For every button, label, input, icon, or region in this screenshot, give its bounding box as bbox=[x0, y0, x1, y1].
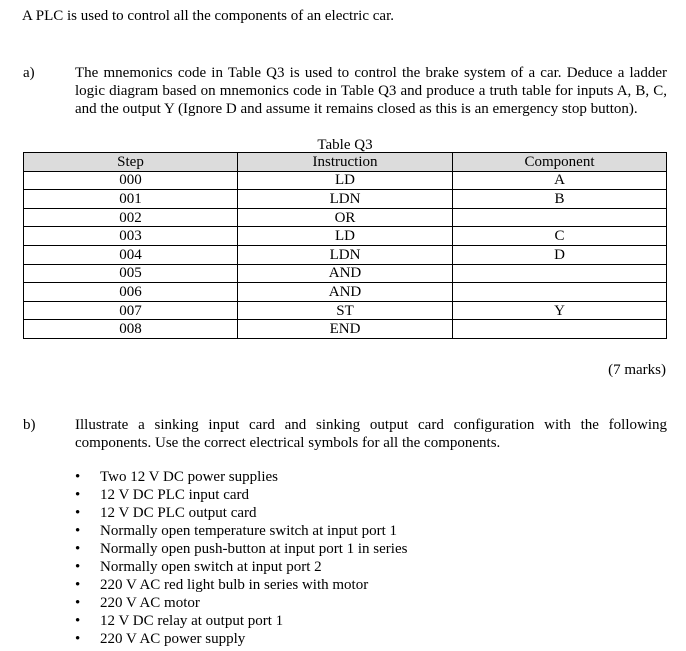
table-row bbox=[24, 171, 667, 190]
cell-component: A bbox=[453, 171, 667, 190]
list-item bbox=[75, 540, 407, 558]
bullet-icon: • bbox=[75, 577, 81, 593]
bullet-icon: • bbox=[75, 487, 81, 503]
bullet-icon: • bbox=[75, 469, 81, 485]
cell-component bbox=[453, 264, 667, 283]
bullet-icon: • bbox=[75, 505, 81, 521]
table-caption: Table Q3 bbox=[317, 137, 373, 153]
table-header-row bbox=[24, 153, 667, 172]
cell-step: 003 bbox=[24, 227, 238, 246]
table-row bbox=[24, 320, 667, 339]
cell-step: 004 bbox=[24, 245, 238, 264]
cell-instruction: AND bbox=[238, 264, 453, 283]
cell-component bbox=[453, 283, 667, 302]
header-step: Step bbox=[24, 153, 238, 172]
cell-instruction: LDN bbox=[238, 245, 453, 264]
cell-step: 008 bbox=[24, 320, 238, 339]
cell-step: 006 bbox=[24, 283, 238, 302]
list-item-text: 220 V AC power supply bbox=[100, 631, 246, 647]
cell-instruction: END bbox=[238, 320, 453, 339]
cell-step: 000 bbox=[24, 171, 238, 190]
list-item bbox=[75, 522, 407, 540]
list-item bbox=[75, 558, 407, 576]
table-row bbox=[24, 245, 667, 264]
bullet-icon: • bbox=[75, 613, 81, 629]
cell-step: 002 bbox=[24, 208, 238, 227]
marks-label: (7 marks) bbox=[608, 362, 666, 378]
cell-instruction: AND bbox=[238, 283, 453, 302]
bullet-icon: • bbox=[75, 559, 81, 575]
list-item bbox=[75, 612, 407, 630]
list-item-text: 220 V AC motor bbox=[100, 595, 200, 611]
bullet-icon: • bbox=[75, 541, 81, 557]
bullet-icon: • bbox=[75, 523, 81, 539]
question-b-text: Illustrate a sinking input card and sinking output card configuration with the following components. Use the correct electrical symbols for all the components. bbox=[75, 417, 667, 451]
cell-component bbox=[453, 320, 667, 339]
table-row bbox=[24, 190, 667, 209]
bullet-icon: • bbox=[75, 631, 81, 647]
list-item bbox=[75, 504, 407, 522]
cell-instruction: LDN bbox=[238, 190, 453, 209]
mnemonics-table bbox=[23, 152, 667, 339]
intro-text: A PLC is used to control all the components of an electric car. bbox=[22, 8, 394, 24]
cell-step: 007 bbox=[24, 301, 238, 320]
bullet-icon: • bbox=[75, 595, 81, 611]
list-item-text: 12 V DC PLC output card bbox=[100, 505, 257, 521]
question-b-label: b) bbox=[23, 417, 36, 433]
list-item-text: 220 V AC red light bulb in series with motor bbox=[100, 577, 369, 593]
question-a-text: The mnemonics code in Table Q3 is used to control the brake system of a car. Deduce a ladder logic diagram based on mnemonics code in Table Q3 and produce a truth table for inputs A, B, C, and the output Y (Ignore D and assume it remains closed as this is an emergency stop button). bbox=[75, 65, 667, 117]
cell-component bbox=[453, 208, 667, 227]
cell-instruction: OR bbox=[238, 208, 453, 227]
list-item-text: Normally open switch at input port 2 bbox=[100, 559, 322, 575]
component-list bbox=[75, 468, 407, 648]
list-item bbox=[75, 486, 407, 504]
cell-instruction: LD bbox=[238, 171, 453, 190]
cell-component: C bbox=[453, 227, 667, 246]
table-row bbox=[24, 264, 667, 283]
cell-step: 005 bbox=[24, 264, 238, 283]
cell-component: B bbox=[453, 190, 667, 209]
list-item-text: 12 V DC relay at output port 1 bbox=[100, 613, 284, 629]
list-item-text: Normally open push-button at input port 1 in series bbox=[100, 541, 408, 557]
list-item bbox=[75, 468, 407, 486]
list-item-text: Two 12 V DC power supplies bbox=[100, 469, 278, 485]
table-row bbox=[24, 227, 667, 246]
list-item bbox=[75, 594, 407, 612]
table-row bbox=[24, 208, 667, 227]
table-row bbox=[24, 301, 667, 320]
cell-step: 001 bbox=[24, 190, 238, 209]
header-component: Component bbox=[453, 153, 667, 172]
list-item bbox=[75, 630, 407, 648]
cell-component: Y bbox=[453, 301, 667, 320]
table-row bbox=[24, 283, 667, 302]
cell-instruction: LD bbox=[238, 227, 453, 246]
question-a-label: a) bbox=[23, 65, 35, 81]
cell-instruction: ST bbox=[238, 301, 453, 320]
cell-component: D bbox=[453, 245, 667, 264]
list-item-text: 12 V DC PLC input card bbox=[100, 487, 250, 503]
list-item-text: Normally open temperature switch at input port 1 bbox=[100, 523, 398, 539]
header-instruction: Instruction bbox=[238, 153, 453, 172]
list-item bbox=[75, 576, 407, 594]
